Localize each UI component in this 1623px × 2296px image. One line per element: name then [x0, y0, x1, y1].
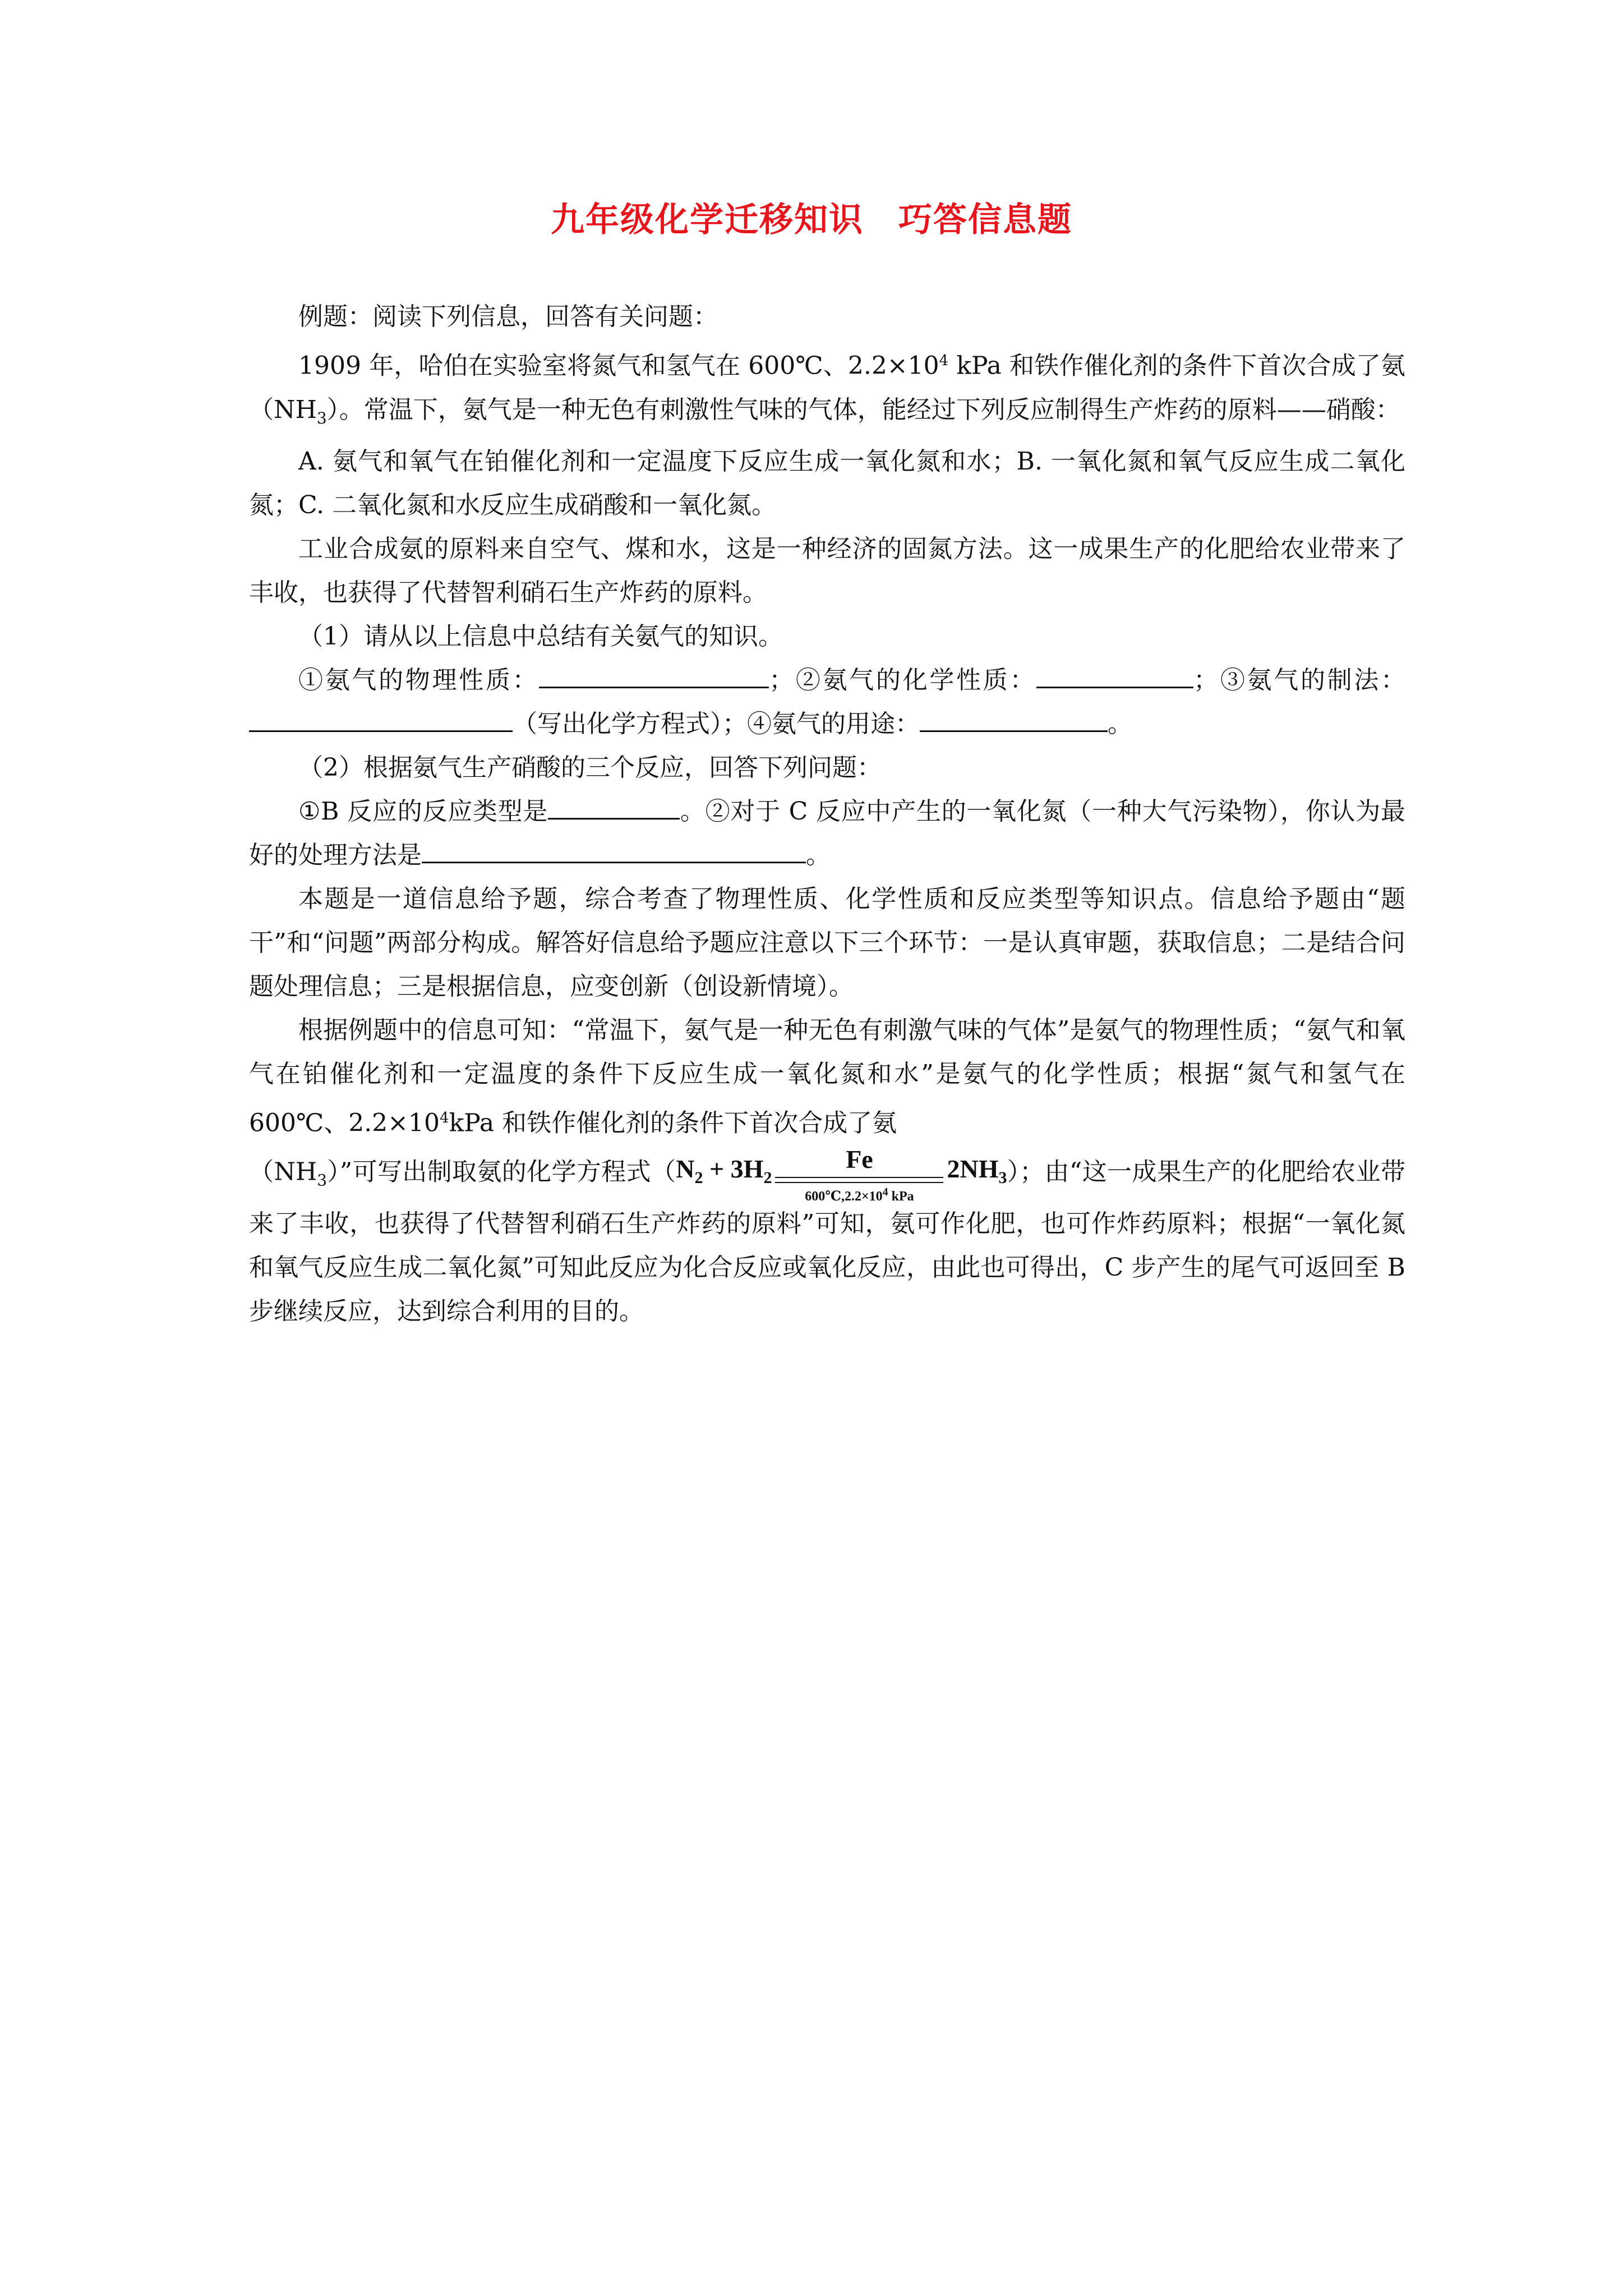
equation-product: $2NH_3$: [947, 1154, 1007, 1188]
answer-blank-preparation[interactable]: [249, 706, 513, 732]
ammonia-synthesis-equation: [676, 1145, 1007, 1202]
question-1: （1）请从以上信息中总结有关氨气的知识。: [298, 622, 783, 651]
answer-blank-chemical[interactable]: [1036, 662, 1193, 688]
reactions-paragraph: A. 氨气和氧气在铂催化剂和一定温度下反应生成一氧化氮和水；B. 一氧化氮和氧气反应生成二氧化氮；C. 二氧化氮和水反应生成硝酸和一氧化氮。: [249, 447, 1405, 520]
answer-blank-uses[interactable]: [920, 706, 1108, 732]
equation-equals-lines: [775, 1177, 943, 1183]
answer-blank-reaction-type[interactable]: [548, 793, 680, 820]
document-title: 九年级化学迁移知识 巧答信息题: [551, 200, 1072, 240]
equation-condition: $600℃,2.2\times 10^4$ kPa: [805, 1186, 914, 1204]
equation-reaction-arrow: [775, 1145, 943, 1202]
equation-reactants: $N_2 + 3H_2$: [676, 1154, 772, 1188]
solution-paragraph: 根据例题中的信息可知：“常温下，氨气是一种无色有刺激气味的气体”是氨气的物理性质；“氨气和氧气在铂催化剂和一定温度的条件下反应生成一氧化氮和水”是氨气的化学性质；根据“氮气和氢气在 600℃、$2.2\times 10^4kPa$ 和铁作催化剂的条件下首次合成了氨: [249, 1016, 1405, 1138]
equation-catalyst: Fe: [846, 1145, 873, 1174]
example-intro: 例题：阅读下列信息，回答有关问题：: [298, 302, 718, 331]
document-body: [249, 295, 1405, 1333]
question-1-blanks: ①氨气的物理性质： ；②氨气的化学性质： ；③氨气的制法：（写出化学方程式）；④氨气的用途： 。: [249, 659, 1405, 746]
question-2: （2）根据氨气生产硝酸的三个反应，回答下列问题：: [298, 753, 882, 783]
solution-equation-line: $(NH_3)$”可写出制取氨的化学方程式（$N_2 + 3H_2$ Fe $600℃,2.2\times 10^4$ kPa $2NH_3$）；由“这一成果生产的化肥给农业带来了丰收，也获得了代替智利硝石生产炸药的原料”可知，氨可作化肥，也可作炸药原料；根据“一氧化氮和氧气反应生成二氧化氮”可知此反应为化合反应或氧化反应，由此也可得出，C 步产生的尾气可返回至 B 步继续反应，达到综合利用的目的。: [249, 1145, 1405, 1326]
analysis-paragraph: 本题是一道信息给予题，综合考查了物理性质、化学性质和反应类型等知识点。信息给予题由“题干”和“问题”两部分构成。解答好信息给予题应注意以下三个环节：一是认真审题，获取信息；二是结合问题处理信息；三是根据信息，应变创新（创设新情境）。: [249, 885, 1405, 1001]
answer-blank-treatment[interactable]: [422, 837, 806, 863]
industry-paragraph: 工业合成氨的原料来自空气、煤和水，这是一种经济的固氮方法。这一成果生产的化肥给农业带来了丰收，也获得了代替智利硝石生产炸药的原料。: [249, 535, 1405, 608]
haber-paragraph: 1909 年，哈伯在实验室将氮气和氢气在 600℃、$2.2\times 10^4$ kPa 和铁作催化剂的条件下首次合成了氨$(NH_3)$。常温下，氨气是一种无色有刺激性气味的气体，能经过下列反应制得生产炸药的原料——硝酸：: [249, 351, 1405, 427]
question-2-blanks: ①B 反应的反应类型是 。②对于 C 反应中产生的一氧化氮（一种大气污染物），你认为最好的处理方法是 。: [249, 790, 1405, 877]
answer-blank-physical[interactable]: [539, 662, 769, 688]
